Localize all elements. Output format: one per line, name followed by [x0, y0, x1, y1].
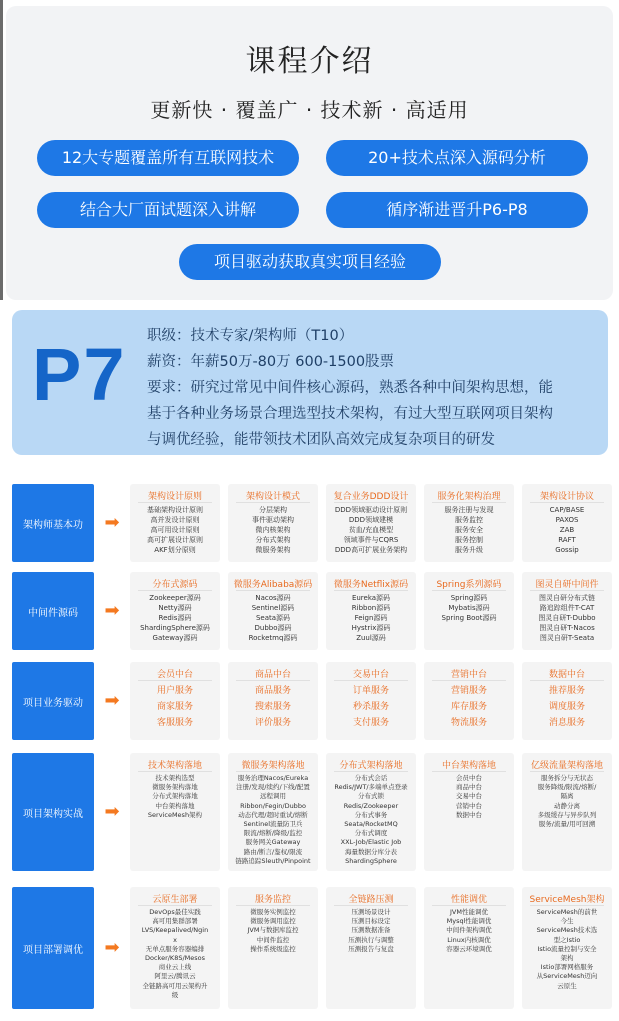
topic-card [424, 662, 514, 740]
topic-card-items [130, 908, 220, 1000]
topic-card-title: 微服务架构落地 [241, 761, 305, 771]
topic-item: 客服服务 [156, 718, 193, 728]
intro-title: 课程介绍 [245, 44, 374, 79]
topic-item: DDD领域建模 [348, 516, 394, 524]
topic-card-title: 复合业务DDD设计 [333, 492, 409, 502]
topic-card-title: 亿级流量架构落地 [530, 761, 603, 771]
topic-item: 从ServiceMesh迈向 [536, 972, 598, 981]
topic-card-items [228, 505, 318, 555]
topic-item: 注册/发现/续约/下线/配置 [236, 783, 310, 792]
arrow-right-icon: ➡ [104, 690, 120, 711]
topic-item: DevOps最佳实践 [149, 908, 201, 916]
topic-card-title: 图灵自研中间件 [535, 580, 599, 590]
level-badge: P7 [32, 333, 127, 416]
topic-item: PAXOS [555, 516, 579, 524]
topic-card-title: 架构设计原则 [147, 492, 202, 502]
level-line: 与调优经验，能带领技术团队高效完成复杂项目的研发 [147, 432, 495, 448]
topic-card-title: ServiceMesh架构 [529, 895, 605, 905]
topic-item: 微服务架构落地 [152, 783, 198, 792]
topic-item: 阿里云/腾讯云 [154, 972, 196, 981]
topic-card [522, 887, 612, 1009]
topic-item: RAFT [558, 536, 576, 544]
topic-card [228, 887, 318, 1009]
topic-card-divider [530, 905, 604, 906]
topic-card [130, 484, 220, 562]
topic-card [130, 572, 220, 650]
topic-card-title: 服务化架构治理 [437, 492, 501, 502]
topic-card-items [522, 505, 612, 555]
topic-card-items [522, 908, 612, 991]
topic-card [228, 753, 318, 871]
topic-card-divider [530, 590, 604, 591]
topic-item: 高可用设计原则 [150, 526, 200, 534]
topic-item: 消息服务 [548, 718, 585, 728]
topic-card-divider [236, 905, 310, 906]
topic-card-items [228, 683, 318, 731]
row-label: 架构师基本功 [12, 484, 94, 562]
topic-card [522, 753, 612, 871]
topic-item: XXL-Job/Elastic Job [340, 838, 402, 847]
topic-item: 商业云上线 [158, 963, 192, 972]
topic-item: 分布式锁 [358, 792, 384, 801]
topic-item: 路追踪组件T-CAT [539, 604, 595, 612]
topic-item: Gateway源码 [152, 634, 198, 642]
topic-item: Mysql性能调优 [446, 917, 492, 926]
topic-item: 高可扩展设计原则 [147, 536, 203, 544]
topic-item: Redis源码 [158, 614, 192, 622]
topic-card-divider [530, 771, 604, 772]
topic-item: 商品服务 [254, 686, 291, 696]
topic-item: 分布式事务 [354, 810, 388, 819]
topic-item: 全链路高可用云架构升 [142, 981, 208, 990]
topic-card-divider [334, 590, 408, 591]
topic-item: Ribbon源码 [351, 604, 391, 612]
topic-card [424, 572, 514, 650]
curriculum-row [12, 887, 608, 1009]
topic-item: ZAB [559, 526, 575, 534]
topic-card [424, 887, 514, 1009]
topic-item: 限流/熔断/降级/监控 [243, 829, 303, 838]
topic-item: 领域事件与CQRS [343, 536, 399, 544]
intro-pill: 12大专题覆盖所有互联网技术 [37, 140, 299, 176]
topic-card [522, 662, 612, 740]
topic-card-items [326, 774, 416, 866]
topic-item: 海量数据分库分表 [345, 847, 397, 856]
level-line: 薪资：年薪50万-80万 600-1500股票 [147, 354, 395, 370]
topic-card-title: 云原生部署 [152, 895, 198, 905]
topic-card-divider [138, 680, 212, 681]
topic-item: 架构 [560, 954, 574, 963]
topic-card-divider [334, 771, 408, 772]
topic-card [424, 484, 514, 562]
topic-item: 远程调用 [260, 792, 286, 801]
intro-subtitle: 更新快 · 覆盖广 · 技术新 · 高适用 [150, 98, 469, 122]
topic-item: 型之Istio [553, 935, 581, 944]
topic-card-items [522, 593, 612, 643]
topic-card-title: 会员中台 [156, 670, 193, 680]
topic-item: 推荐服务 [548, 686, 585, 696]
topic-card-items [424, 908, 514, 954]
topic-item: 服务拆分与无状态 [541, 774, 593, 782]
topic-item: 交易中台 [456, 792, 482, 801]
row-label: 项目架构实战 [12, 753, 94, 871]
topic-item: 商品中台 [456, 783, 482, 792]
topic-item: 数据中台 [456, 810, 482, 819]
topic-card-items [228, 908, 318, 954]
topic-item: 路由/断言/鉴权/限流 [243, 847, 303, 856]
row-label: 项目部署调优 [12, 887, 94, 1009]
topic-item: 高并发设计原则 [150, 516, 200, 524]
topic-item: Mybatis源码 [448, 604, 490, 612]
topic-item: 评价服务 [254, 718, 291, 728]
intro-pill: 循序渐进晋升P6-P8 [326, 192, 588, 228]
topic-card-items [424, 774, 514, 820]
topic-card-items [228, 593, 318, 643]
topic-item: ServiceMesh技术选 [536, 926, 598, 935]
topic-item: Eureka源码 [351, 594, 391, 602]
topic-card-divider [138, 502, 212, 503]
topic-item: 商家服务 [156, 702, 193, 712]
topic-item: 多级缓存与异步队列 [537, 810, 597, 819]
topic-item: Istio部署网格服务 [540, 963, 594, 972]
topic-card-title: 技术架构落地 [147, 761, 202, 771]
topic-item: 基础架构设计原则 [147, 506, 203, 514]
topic-card-divider [432, 905, 506, 906]
topic-item: Istio流量控制与安全 [537, 944, 597, 953]
topic-card-items [522, 774, 612, 829]
topic-item: Redis/JWT/多端单点登录 [334, 783, 408, 792]
topic-item: 中台架构落地 [155, 801, 195, 810]
topic-item: 用户服务 [156, 686, 193, 696]
topic-card [326, 753, 416, 871]
topic-card-items [522, 683, 612, 731]
p7-level-card [12, 310, 608, 455]
course-intro-card [6, 6, 613, 300]
topic-item: 动态代理/超时重试/熔断 [238, 810, 308, 819]
topic-item: 营销服务 [450, 686, 487, 696]
topic-item: 支付服务 [352, 718, 389, 728]
intro-pill: 项目驱动获取真实项目经验 [179, 244, 441, 280]
topic-card-title: 商品中台 [254, 670, 291, 680]
topic-card-divider [334, 502, 408, 503]
topic-item: 云原生 [557, 981, 577, 990]
topic-item: 微内核架构 [255, 526, 291, 534]
topic-card-divider [138, 590, 212, 591]
topic-item: 压测数据准备 [351, 926, 391, 935]
topic-item: 分布式会话 [354, 774, 388, 782]
topic-item: Sentinel流量防卫兵 [243, 820, 303, 829]
topic-card [326, 887, 416, 1009]
topic-item: 容器云环境调优 [446, 944, 492, 953]
row-label: 中间件源码 [12, 572, 94, 650]
topic-item: 服务治理Nacos/Eureka [237, 774, 309, 782]
topic-card-divider [334, 905, 408, 906]
topic-item: 服务升级 [455, 546, 483, 554]
row-label: 项目业务驱动 [12, 662, 94, 740]
topic-item: LVS/Keepalived/Ngin [141, 926, 209, 935]
topic-item: 图灵自研分布式链 [539, 594, 595, 602]
topic-item: 无单点服务容器编排 [145, 944, 205, 953]
topic-item: 分布式架构 [255, 536, 291, 544]
topic-item: Zookeeper源码 [149, 594, 201, 602]
topic-item: 分布式调度 [354, 829, 388, 838]
topic-item: Ribbon/Fegin/Dubbo [240, 801, 306, 810]
topic-item: 服务网关Gateway [245, 838, 301, 847]
left-edge-bar [0, 0, 3, 300]
topic-card-title: 数据中台 [548, 670, 585, 680]
topic-item: JVM与数据库监控 [247, 926, 299, 935]
topic-card-divider [432, 771, 506, 772]
topic-card [326, 572, 416, 650]
topic-card-items [326, 683, 416, 731]
curriculum-row [12, 572, 608, 650]
topic-item: ServiceMesh的前世 [536, 908, 598, 916]
topic-card-title: 服务监控 [254, 895, 291, 905]
topic-item: 压测目标设定 [351, 917, 391, 926]
topic-item: Seata源码 [255, 614, 291, 622]
topic-item: 压测场景设计 [351, 908, 391, 916]
topic-item: 链路追踪Sleuth/Pinpoint [235, 856, 311, 865]
topic-item: ShardingSphere源码 [140, 624, 210, 632]
topic-card-title: 分布式架构落地 [339, 761, 403, 771]
topic-card-divider [236, 771, 310, 772]
topic-item: 隔离 [560, 792, 574, 801]
curriculum-row [12, 753, 608, 871]
topic-card [326, 484, 416, 562]
topic-card [228, 572, 318, 650]
topic-item: 服务注册与发现 [444, 506, 494, 514]
topic-card [130, 753, 220, 871]
topic-item: 服务安全 [455, 526, 483, 534]
topic-card-items [424, 683, 514, 731]
level-line: 职级：技术专家/架构师（T10） [147, 328, 354, 344]
topic-card-divider [530, 502, 604, 503]
topic-item: Feign源码 [354, 614, 388, 622]
topic-item: 搜索服务 [254, 702, 291, 712]
topic-card-items [130, 505, 220, 555]
topic-item: 微服务架构 [255, 546, 291, 554]
topic-card-divider [236, 502, 310, 503]
topic-card-divider [432, 502, 506, 503]
topic-card [424, 753, 514, 871]
topic-item: Docker/K8S/Mesos [144, 954, 206, 963]
topic-item: 图灵自研T-Dubbo [538, 614, 596, 622]
topic-item: 物流服务 [450, 718, 487, 728]
topic-card-title: 微服务Netflix源码 [333, 580, 409, 590]
topic-item: 订单服务 [352, 686, 389, 696]
topic-item: 服务监控 [455, 516, 483, 524]
topic-item: 微服务实例监控 [250, 908, 296, 916]
topic-item: Linux内核调优 [447, 935, 491, 944]
topic-item: 今生 [560, 917, 574, 926]
curriculum-row [12, 484, 608, 562]
topic-item: 服务降级/限流/熔断/ [537, 783, 597, 792]
topic-card-title: Spring系列源码 [436, 580, 502, 590]
topic-item: 压测报告与复盘 [348, 944, 394, 953]
topic-card-title: 架构设计协议 [539, 492, 594, 502]
curriculum-row [12, 662, 608, 740]
topic-card-title: 分布式源码 [152, 580, 198, 590]
topic-card-items [130, 683, 220, 731]
topic-card-divider [432, 680, 506, 681]
topic-card [228, 662, 318, 740]
topic-card-items [326, 908, 416, 954]
topic-item: 分层架构 [259, 506, 287, 514]
topic-item: ServiceMesh架构 [147, 810, 203, 819]
topic-item: CAP/BASE [549, 506, 585, 514]
topic-item: 动静分离 [554, 801, 580, 810]
topic-card [522, 572, 612, 650]
topic-card-divider [138, 771, 212, 772]
topic-item: Dubbo源码 [254, 624, 292, 632]
topic-card-divider [236, 680, 310, 681]
topic-card-title: 架构设计模式 [245, 492, 300, 502]
topic-card [326, 662, 416, 740]
topic-item: 库存服务 [450, 702, 487, 712]
topic-item: JVM性能调优 [450, 908, 488, 916]
topic-item: ShardingSphere [345, 856, 397, 865]
topic-item: 营销中台 [456, 801, 482, 810]
topic-card-title: 营销中台 [450, 670, 487, 680]
topic-card-items [130, 774, 220, 820]
topic-item: 调度服务 [548, 702, 585, 712]
topic-card-title: 性能调优 [450, 895, 487, 905]
topic-item: Spring源码 [450, 594, 488, 602]
topic-item: 操作系统级监控 [250, 944, 296, 953]
topic-item: 分布式架构落地 [152, 792, 198, 801]
topic-item: 贫血/充血模型 [348, 526, 394, 534]
topic-item: x [173, 935, 177, 944]
topic-item: DDD高可扩展业务架构 [334, 546, 408, 554]
topic-item: Hystrix源码 [351, 624, 391, 632]
arrow-right-icon: ➡ [104, 937, 120, 958]
topic-card-divider [530, 680, 604, 681]
topic-item: 秒杀服务 [352, 702, 389, 712]
level-line: 要求：研究过常见中间件核心源码，熟悉各种中间架构思想，能 [147, 380, 553, 396]
topic-item: AKF划分原则 [154, 546, 196, 554]
topic-card-items [228, 774, 318, 866]
topic-item: Nacos源码 [255, 594, 291, 602]
topic-card-divider [334, 680, 408, 681]
topic-card [228, 484, 318, 562]
topic-card-title: 交易中台 [352, 670, 389, 680]
intro-pill: 20+技术点深入源码分析 [326, 140, 588, 176]
topic-item: 技术架构选型 [155, 774, 195, 782]
topic-item: 事件驱动架构 [252, 516, 294, 524]
topic-card-divider [432, 590, 506, 591]
topic-item: Seata/RocketMQ [344, 820, 398, 829]
topic-item: DDD领域驱动设计原则 [334, 506, 408, 514]
topic-card-items [326, 505, 416, 555]
topic-card-title: 全链路压测 [348, 895, 394, 905]
topic-item: 图灵自研T-Nacos [539, 624, 595, 632]
topic-card-title: 微服务Alibaba源码 [233, 580, 313, 590]
topic-card-divider [236, 590, 310, 591]
topic-item: Rocketmq源码 [248, 634, 298, 642]
topic-card [130, 887, 220, 1009]
arrow-right-icon: ➡ [104, 512, 120, 533]
topic-item: 高可用集群部署 [152, 917, 198, 926]
level-line: 基于各种业务场景合理选型技术架构，有过大型互联网项目架构 [147, 406, 553, 422]
arrow-right-icon: ➡ [104, 600, 120, 621]
topic-item: 压测执行与调整 [348, 935, 394, 944]
topic-item: Netty源码 [158, 604, 192, 612]
topic-item: Gossip [555, 546, 579, 554]
topic-item: Zuul源码 [356, 634, 386, 642]
topic-card-items [424, 593, 514, 623]
topic-item: 中间件监控 [256, 935, 290, 944]
topic-item: Spring Boot源码 [441, 614, 497, 622]
topic-card-title: 中台架构落地 [441, 761, 496, 771]
topic-card [522, 484, 612, 562]
intro-pill: 结合大厂面试题深入讲解 [37, 192, 299, 228]
topic-item: 级 [171, 990, 179, 999]
topic-item: Sentinel源码 [251, 604, 295, 612]
topic-card-items [326, 593, 416, 643]
topic-card-items [130, 593, 220, 643]
arrow-right-icon: ➡ [104, 801, 120, 822]
topic-item: 服务/流量/用可回溯 [538, 820, 596, 829]
topic-item: Redis/Zookeeper [343, 801, 399, 810]
topic-item: 服务控制 [455, 536, 483, 544]
topic-card [130, 662, 220, 740]
topic-item: 中间件架构调优 [446, 926, 492, 935]
topic-card-divider [138, 905, 212, 906]
topic-item: 会员中台 [456, 774, 482, 782]
topic-item: 微服务调用监控 [250, 917, 296, 926]
topic-card-items [424, 505, 514, 555]
topic-item: 图灵自研T-Seata [539, 634, 595, 642]
